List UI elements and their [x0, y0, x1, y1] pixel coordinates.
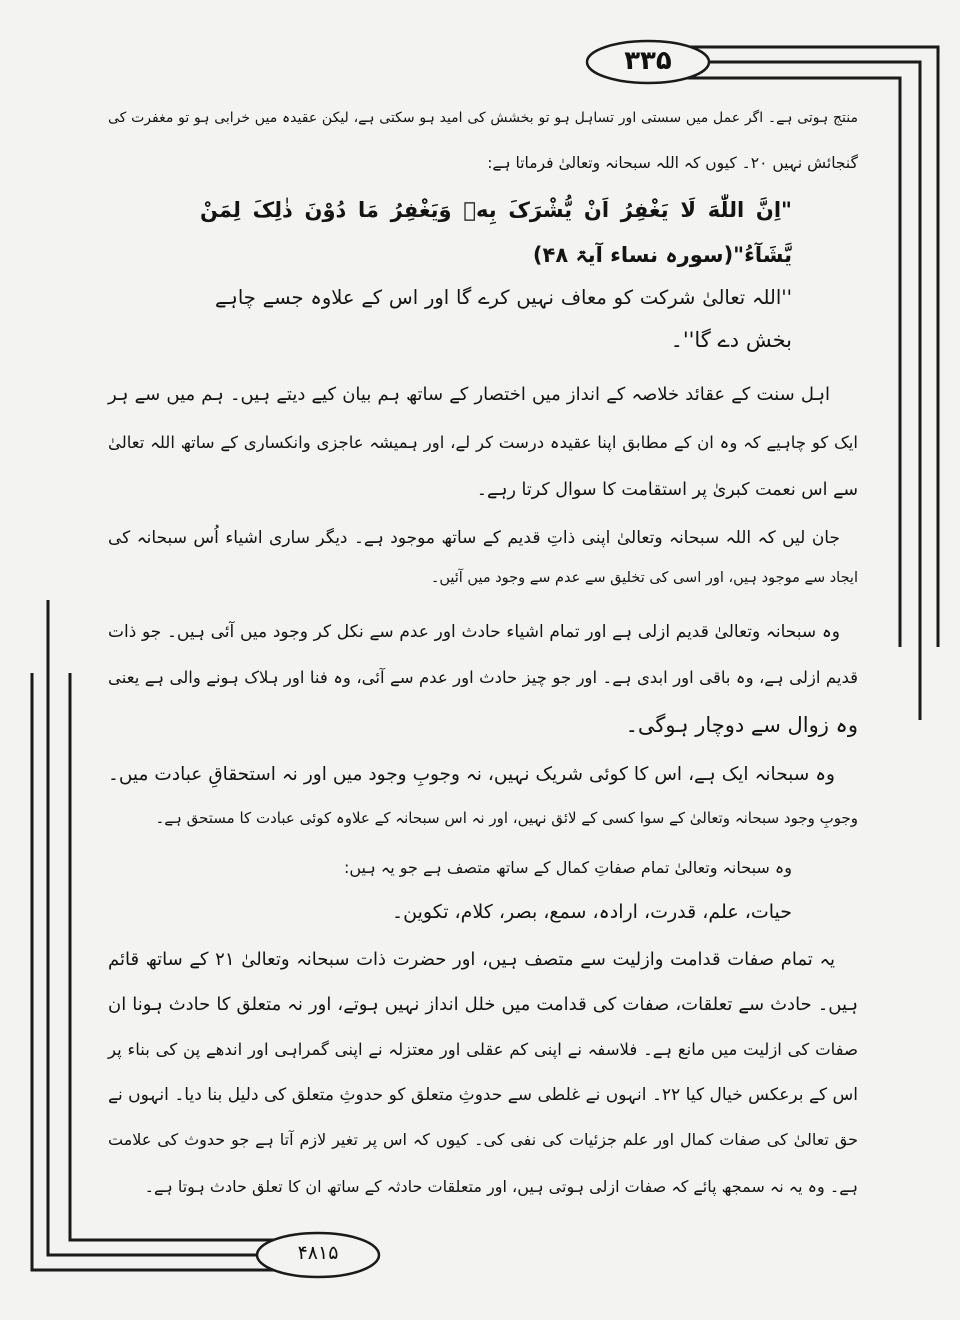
text-line: وہ سبحانہ وتعالیٰ قدیم ازلی ہے اور تمام اشیاء حادث اور عدم سے نکل کر وجود میں آئی ہیں۔ جو ذات — [108, 622, 840, 642]
text-line: جان لیں کہ اللہ سبحانہ وتعالیٰ اپنی ذاتِ قدیم کے ساتھ موجود ہے۔ دیگر ساری اشیاء اُس سبحانہ کی — [108, 528, 840, 548]
text-line: ہیں۔ حادث سے تعلقات، صفات کی قدامت میں خلل انداز نہیں ہوتے، اور نہ متعلق کا حادث ہونا ان — [108, 994, 858, 1015]
text-line: ایک کو چاہیے کہ وہ ان کے مطابق اپنا عقیدہ درست کر لے، اور ہمیشہ عاجزی وانکساری کے ساتھ اللہ تعالیٰ — [108, 433, 858, 452]
text-line: سے اس نعمت کبریٰ پر استقامت کا سوال کرتا رہے۔ — [476, 480, 858, 500]
verse-translation-line: ''اللہ تعالیٰ شرکت کو معاف نہیں کرے گا اور اس کے علاوہ جسے چاہے — [215, 286, 792, 309]
text-line: یہ تمام صفات قدامت وازلیت سے متصف ہیں، اور حضرت ذات سبحانہ وتعالیٰ ۲۱ کے ساتھ قائم — [108, 949, 835, 970]
text-line: گنجائش نہیں ۲۰۔ کیوں کہ اللہ سبحانہ وتعالیٰ فرماتا ہے: — [487, 154, 858, 172]
text-line: وجوبِ وجود سبحانہ وتعالیٰ کے سوا کسی کے لائق نہیں، اور نہ اس سبحانہ کے علاوہ کوئی عبادت کا مستحق ہے۔ — [155, 809, 858, 827]
quran-verse-reference: یَّشَآءُ"(سورہ نساء آیۃ ۴۸) — [532, 243, 792, 267]
page-number-bottom: ۴۸۱۵ — [297, 1242, 339, 1264]
text-line: صفات کی ازلیت میں مانع ہے۔ فلاسفہ نے اپنی کم عقلی اور معتزلہ نے اپنی گمراہی اور اندھے پن کی بناء پر — [108, 1040, 858, 1059]
text-line: وہ سبحانہ ایک ہے، اس کا کوئی شریک نہیں، نہ وجوبِ وجود میں اور نہ استحقاقِ عبادت میں۔ — [108, 764, 835, 785]
text-line: وہ سبحانہ وتعالیٰ تمام صفاتِ کمال کے ساتھ متصف ہے جو یہ ہیں: — [343, 858, 792, 877]
text-line: اس کے برعکس خیال کیا ۲۲۔ انہوں نے غلطی سے حدوثِ متعلق کو حدوثِ متعلق کی دلیل بنا دیا۔ انہوں نے — [108, 1085, 858, 1105]
quran-verse-line: "اِنَّ اللّٰهَ لَا یَغْفِرُ اَنْ یُّشْرَکَ بِهٖ وَیَغْفِرُ مَا دُوْنَ ذٰلِکَ لِمَنْ — [200, 198, 792, 222]
text-line: ہے۔ وہ یہ نہ سمجھ پائے کہ صفات ازلی ہوتی ہیں، اور متعلقات حادثہ کے ساتھ ان کا تعلق حادث ہوتا ہے۔ — [144, 1177, 858, 1196]
text-line: منتج ہوتی ہے۔ اگر عمل میں سستی اور تساہل ہو تو بخشش کی امید ہو سکتی ہے، لیکن عقیدہ میں خرابی ہو تو مغفرت کی — [108, 110, 858, 126]
attributes-list-line: حیات، علم، قدرت، ارادہ، سمع، بصر، کلام، تکوین۔ — [392, 901, 792, 923]
text-line: اہل سنت کے عقائد خلاصہ کے انداز میں اختصار کے ساتھ ہم بیان کیے دیتے ہیں۔ ہم میں سے ہر — [108, 384, 830, 405]
text-line: قدیم ازلی ہے، وہ باقی اور ابدی ہے۔ اور جو چیز حادث اور عدم سے آئی، وہ فنا اور ہلاک ہونے والی ہے یعنی — [108, 668, 858, 687]
text-line: ایجاد سے موجود ہیں، اور اسی کی تخلیق سے عدم سے وجود میں آئیں۔ — [430, 570, 858, 586]
text-line: حق تعالیٰ کی صفات کمال اور علم جزئیات کی نفی کی۔ کیوں کہ اس پر تغیر لازم آتا ہے جو حدوث کی علامت — [108, 1130, 858, 1149]
text-line: وہ زوال سے دوچار ہوگی۔ — [625, 713, 858, 737]
page-number-top: ۳۳۵ — [624, 46, 672, 76]
verse-translation-line: بخش دے گا''۔ — [670, 328, 792, 352]
